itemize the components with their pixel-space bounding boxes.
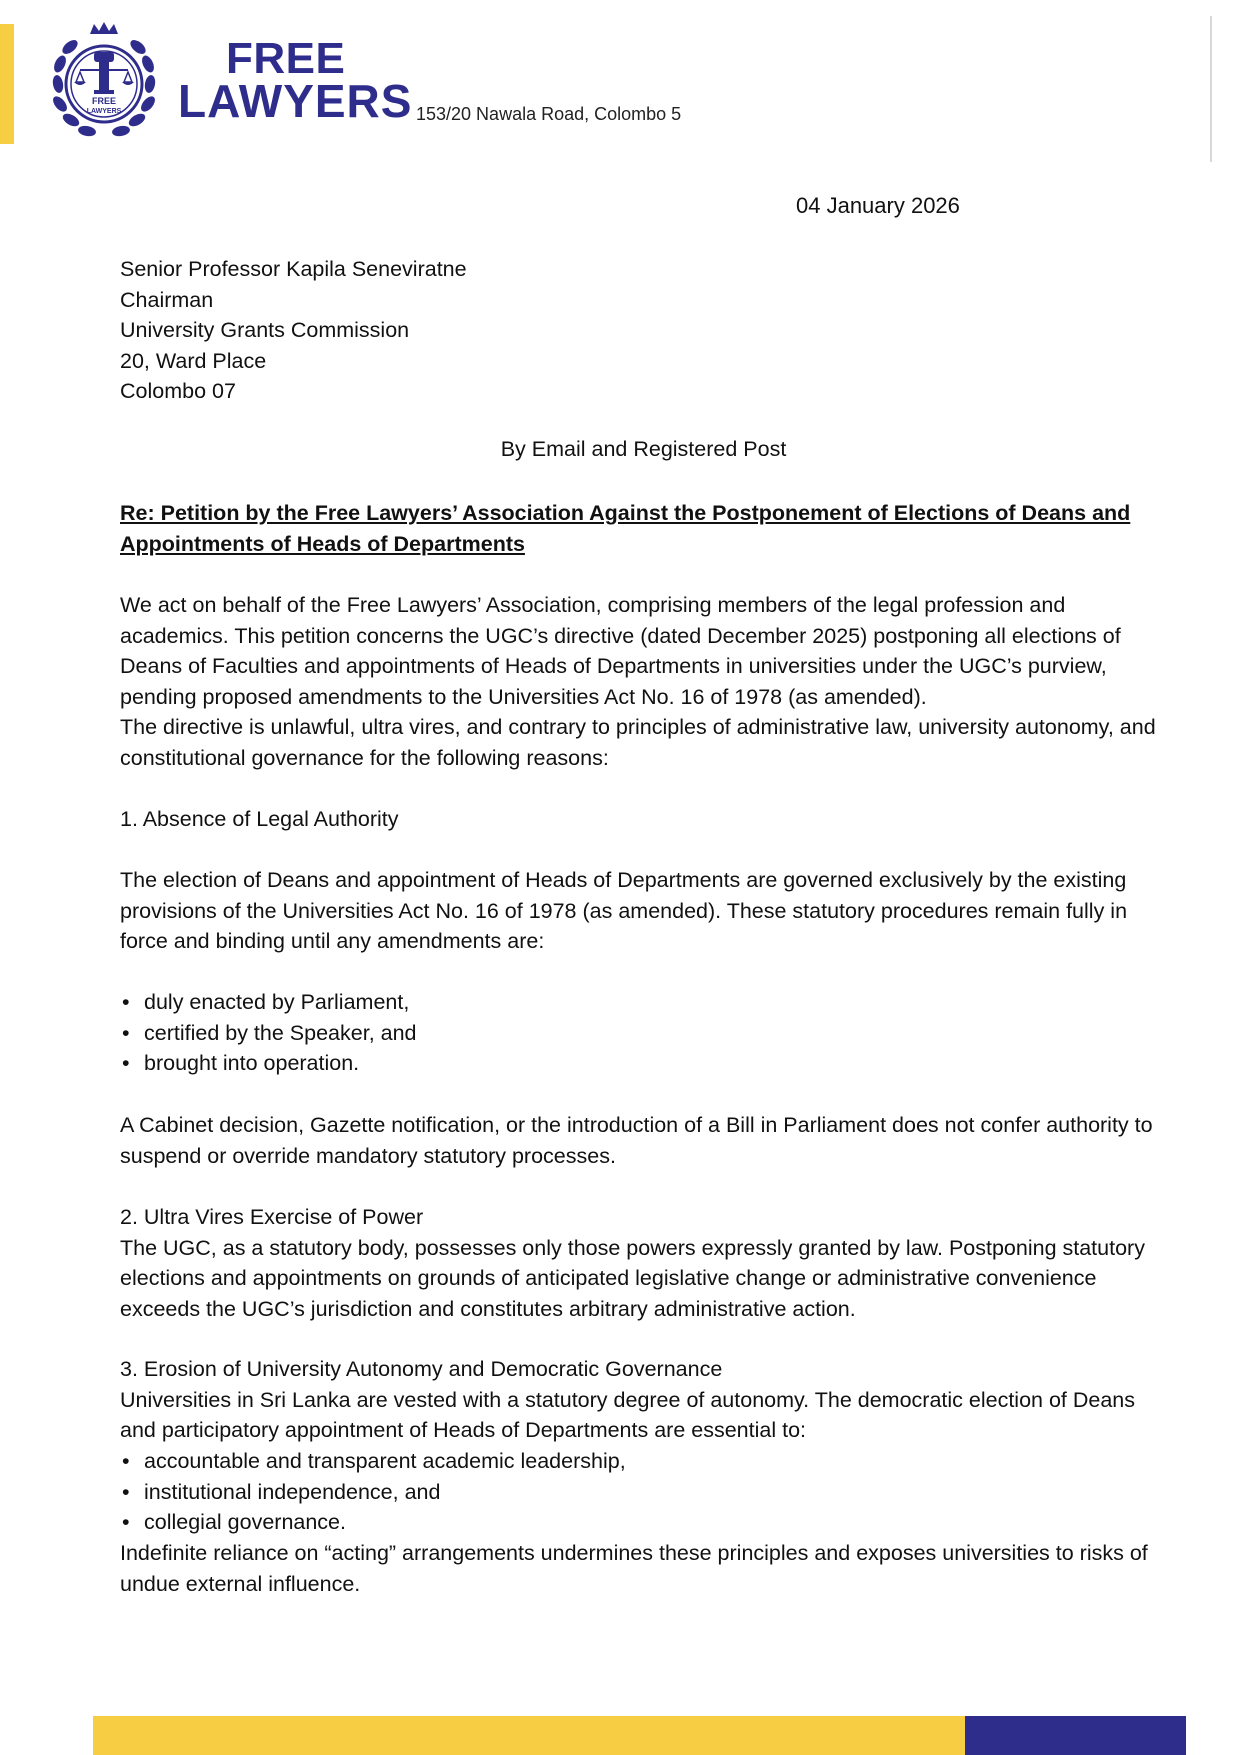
recipient-city: Colombo 07 [120,379,236,404]
list-item: • duly enacted by Parliament, [120,987,1160,1018]
right-edge-rule [1210,16,1212,162]
section3-heading: 3. Erosion of University Autonomy and Democratic Governance [120,1357,723,1381]
recipient-organisation: University Grants Commission [120,318,410,343]
section2-block [120,1202,1170,1324]
recipient-title: Chairman [120,287,214,312]
wordmark-line1: FREE [226,34,346,83]
intro-text-1: We act on behalf of the Free Lawyers’ Association, comprising members of the legal profession and academics. This petition concerns the UGC’s directive (dated December 2025) postponing all elections of Deans of Faculties and appointments of Heads of Departments in universities under the UGC’s purview, pending proposed amendments to the Universities Act No. 16 of 1978 (as amended). [120,593,1121,709]
footer-band-yellow [93,1716,965,1755]
recipient-name: Senior Professor Kapila Seneviratne [120,257,467,281]
list-item: • brought into operation. [120,1048,1160,1079]
section3-closing-paragraph: Indefinite reliance on “acting” arrangements undermines these principles and exposes universities to risks of undue external influence. [120,1541,1148,1596]
seal-text-line2: LAWYERS [86,108,122,115]
list-item: • accountable and transparent academic leadership, [120,1446,1160,1477]
intro-paragraph [120,590,1170,774]
section1-heading: 1. Absence of Legal Authority [120,807,399,831]
list-item: • institutional independence, and [120,1477,1160,1508]
seal-text-line1: FREE [91,96,117,106]
section2-paragraph: The UGC, as a statutory body, possesses only those powers expressly granted by law. Postponing statutory elections and appointments on grounds of anticipated legislative change or administrative convenience exceeds the UGC’s jurisdiction and constitutes arbitrary administrative action. [120,1235,1145,1321]
letterhead-address: 153/20 Nawala Road, Colombo 5 [416,104,682,124]
association-seal-logo [44,20,164,146]
footer-band-blue [965,1716,1186,1755]
list-item: • certified by the Speaker, and [120,1018,1160,1049]
section2-heading: 2. Ultra Vires Exercise of Power [120,1205,424,1229]
letter-date: 04 January 2026 [796,193,960,218]
wordmark-line2: LAWYERS [178,75,413,127]
recipient-address-block [120,254,467,407]
delivery-method: By Email and Registered Post [500,437,787,461]
left-accent-bar [0,24,14,144]
recipient-street: 20, Ward Place [120,348,267,373]
list-item: • collegial governance. [120,1507,1160,1538]
letterhead [44,20,764,148]
section3-block [120,1354,1170,1446]
section1-closing-paragraph: A Cabinet decision, Gazette notification, or the introduction of a Bill in Parliament does not confer authority to suspend or override mandatory statutory processes. [120,1113,1153,1168]
section3-bullet-list [120,1446,1160,1538]
section3-paragraph: Universities in Sri Lanka are vested with a statutory degree of autonomy. The democratic election of Deans and participatory appointment of Heads of Departments are essential to: [120,1387,1136,1443]
subject-line: Re: Petition by the Free Lawyers’ Association Against the Postponement of Elections of Deans and Appointments of Heads of Departments [120,501,1131,556]
association-wordmark [178,34,413,127]
section1-paragraph: The election of Deans and appointment of Heads of Departments are governed exclusively by the existing provisions of the Universities Act No. 16 of 1978 (as amended). These statutory procedures remain fully in force and binding until any amendments are: [120,868,1128,954]
intro-text-2: The directive is unlawful, ultra vires, and contrary to principles of administrative law, university autonomy, and constitutional governance for the following reasons: [120,715,1156,770]
section1-bullet-list [120,987,1160,1079]
